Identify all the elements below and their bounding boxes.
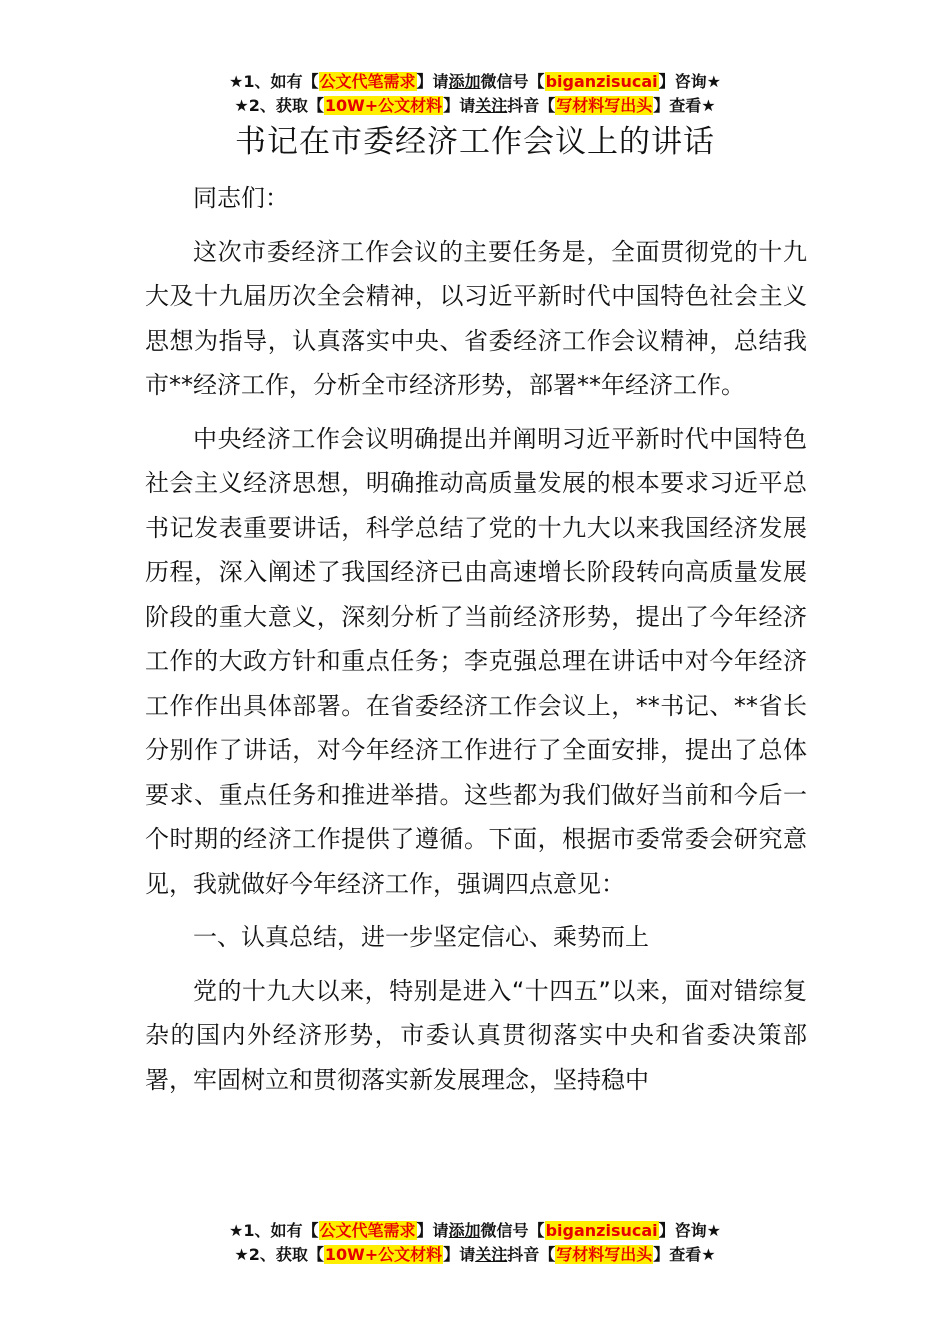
highlight-materials: 10W+公文材料 — [324, 96, 443, 115]
promo-emphasis: 添加 — [448, 72, 481, 91]
promo-text: 】查看★ — [653, 1245, 716, 1264]
promo-text: 微信号【 — [480, 72, 545, 91]
promo-text: 】请 — [416, 1221, 449, 1240]
footer-promo-banner — [0, 1219, 950, 1267]
highlight-materials: 10W+公文材料 — [324, 1245, 443, 1264]
promo-text: ★2、获取【 — [234, 1245, 324, 1264]
highlight-wechat-id: biganzisucai — [545, 1221, 658, 1240]
promo-text: 】请 — [416, 72, 449, 91]
document-title: 书记在市委经济工作会议上的讲话 — [235, 124, 715, 160]
promo-text: 】请 — [443, 1245, 476, 1264]
promo-text: ★2、获取【 — [234, 96, 324, 115]
promo-emphasis: 添加 — [448, 1221, 481, 1240]
highlight-douyin-account: 写材料写出头 — [556, 1245, 653, 1264]
document-body — [145, 176, 807, 1111]
promo-line-2 — [0, 1243, 950, 1267]
promo-text: ★1、如有【 — [229, 1221, 319, 1240]
promo-text: ★1、如有【 — [229, 72, 319, 91]
paragraph: 这次市委经济工作会议的主要任务是，全面贯彻党的十九大及十九届历次全会精神，以习近平新时代中国特色社会主义思想为指导，认真落实中央、省委经济工作会议精神，总结我市**经济工作，分析全市经济形势，部署**年经济工作。 — [145, 237, 807, 399]
header-promo-banner — [0, 70, 950, 118]
promo-text: 】咨询★ — [658, 1221, 721, 1240]
promo-line-1 — [0, 70, 950, 94]
promo-text: 抖音【 — [507, 96, 556, 115]
promo-text: 微信号【 — [480, 1221, 545, 1240]
promo-text: 】咨询★ — [658, 72, 721, 91]
promo-emphasis: 关注 — [475, 1245, 508, 1264]
paragraph: 中央经济工作会议明确提出并阐明习近平新时代中国特色社会主义经济思想，明确推动高质量发展的根本要求习近平总书记发表重要讲话，科学总结了党的十九大以来我国经济发展历程，深入阐述了我国经济已由高速增长阶段转向高质量发展阶段的重大意义，深刻分析了当前经济形势，提出了今年经济工作的大政方针和重点任务；李克强总理在讲话中对今年经济工作作出具体部署。在省委经济工作会议上，**书记、**省长分别作了讲话，对今年经济工作进行了全面安排，提出了总体要求、重点任务和推进举措。这些都为我们做好当前和今后一个时期的经济工作提供了遵循。下面，根据市委常委会研究意见，我就做好今年经济工作，强调四点意见： — [145, 424, 807, 898]
section-heading: 一、认真总结，进一步坚定信心、乘势而上 — [193, 923, 649, 951]
promo-text: 】请 — [443, 96, 476, 115]
highlight-writing-service: 公文代笔需求 — [319, 72, 416, 91]
highlight-douyin-account: 写材料写出头 — [556, 96, 653, 115]
salutation: 同志们： — [193, 184, 289, 212]
paragraph: 党的十九大以来，特别是进入“十四五”以来，面对错综复杂的国内外经济形势，市委认真贯彻落实中央和省委决策部署，牢固树立和贯彻落实新发展理念，坚持稳中 — [145, 976, 807, 1094]
highlight-wechat-id: biganzisucai — [545, 72, 658, 91]
promo-line-2 — [0, 94, 950, 118]
promo-text: 抖音【 — [507, 1245, 556, 1264]
promo-line-1 — [0, 1219, 950, 1243]
promo-text: 】查看★ — [653, 96, 716, 115]
highlight-writing-service: 公文代笔需求 — [319, 1221, 416, 1240]
promo-emphasis: 关注 — [475, 96, 508, 115]
